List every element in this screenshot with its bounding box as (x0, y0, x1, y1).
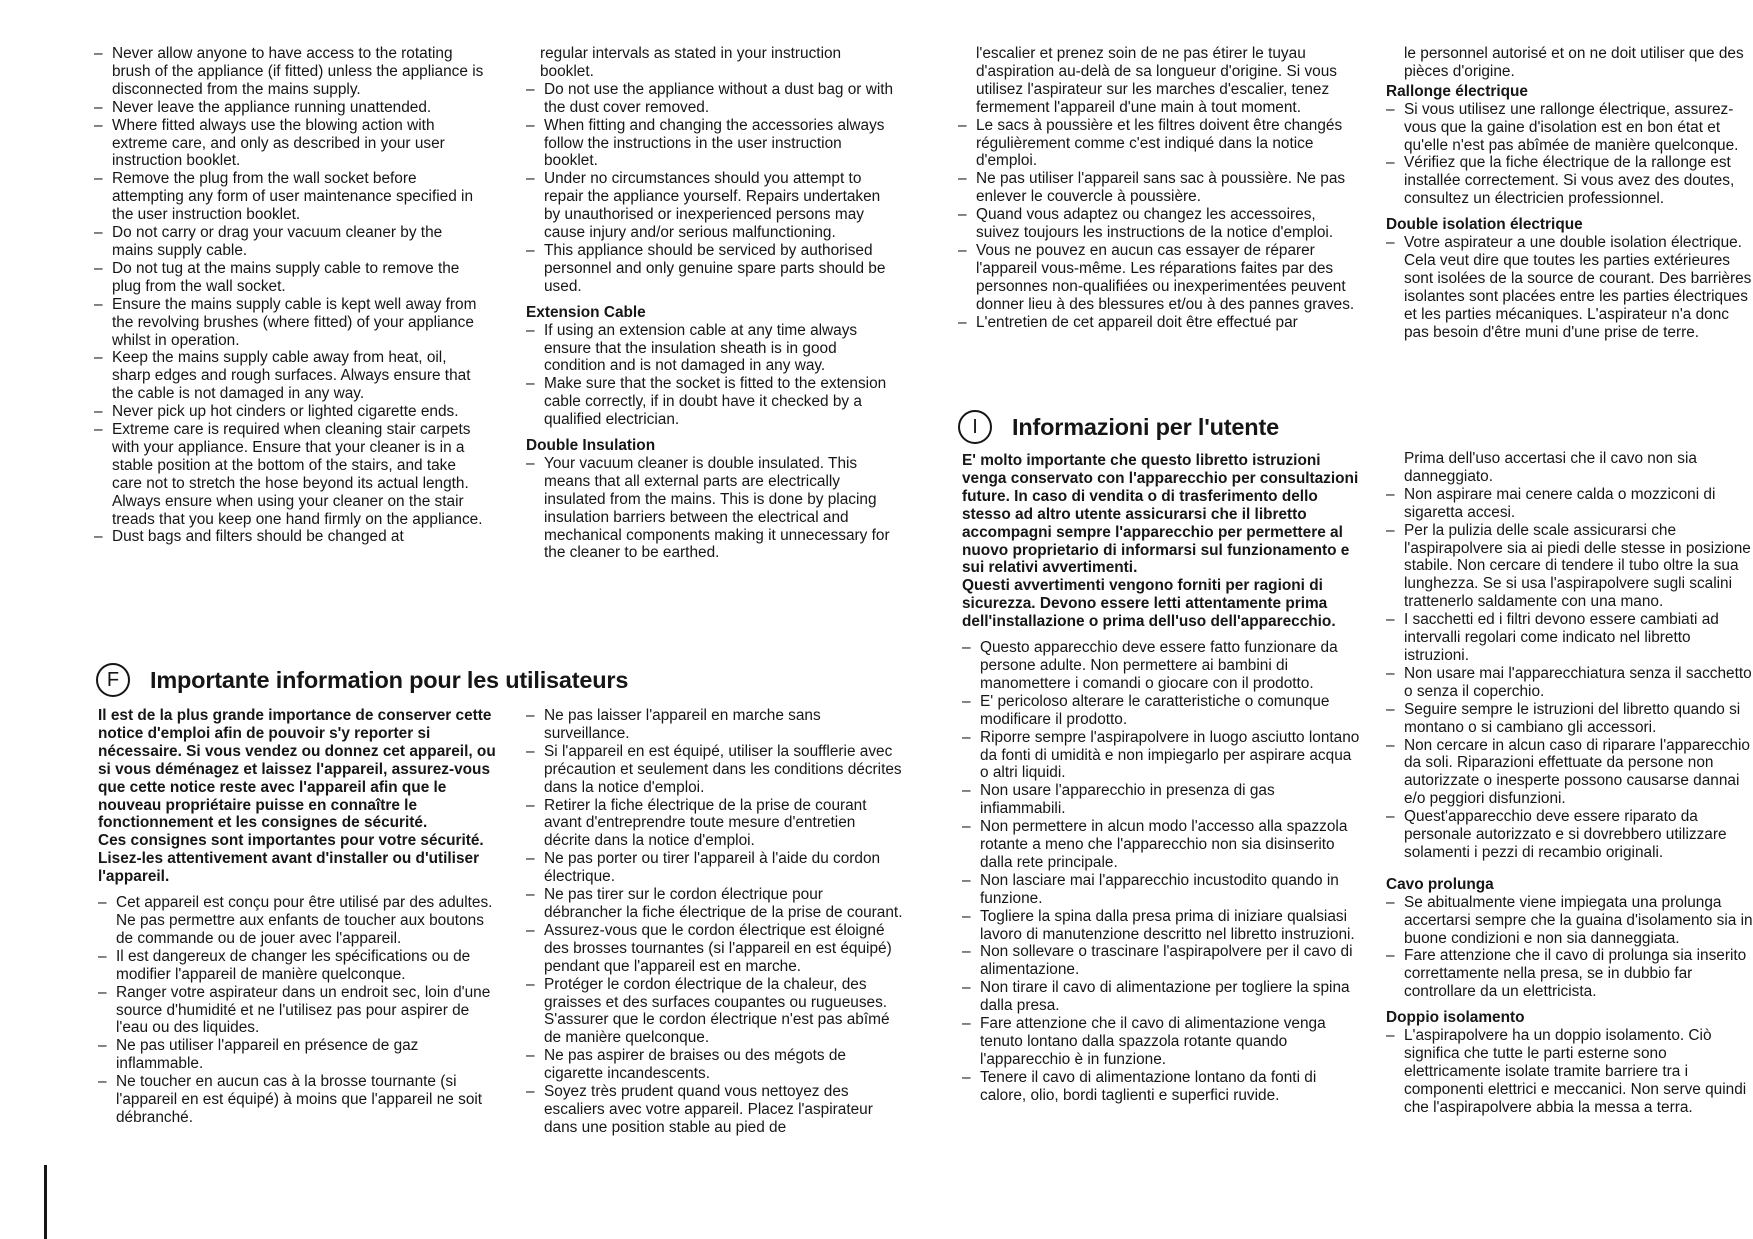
list-item: – Ne toucher en aucun cas à la brosse tournante (si l'appareil en est équipé) à moins que l'appareil ne soit débranché. (98, 1073, 496, 1127)
list-item: – Vérifiez que la fiche électrique de la rallonge est installée correctement. Si vous avez des doutes, consultez un électricien professionnel. (1386, 154, 1753, 208)
french-rallonge-list (1386, 101, 1753, 208)
list-item: – Votre aspirateur a une double isolation électrique. Cela veut dire que toutes les parties extérieures sont isolées de la source de courant. Des barrières isolantes sont placées entre les parties électriques et les parties mécaniques. L'aspirateur n'a donc pas besoin d'être muni d'une prise de terre. (1386, 234, 1753, 341)
english-double-list (526, 455, 898, 562)
list-item: – Ne pas utiliser l'appareil sans sac à poussière. Ne pas enlever le couvercle à poussière. (958, 170, 1358, 206)
list-item: – Ne pas tirer sur le cordon électrique pour débrancher la fiche électrique de la prise de courant. (526, 886, 904, 922)
italian-column-4 (1386, 450, 1753, 1117)
list-item: – Ranger votre aspirateur dans un endroit sec, loin d'une source d'humidité et ne l'utilisez pas pour aspirer de l'eau ou des liquides. (98, 984, 496, 1038)
english-safety-list-1 (94, 45, 484, 546)
list-item: – Soyez très prudent quand vous nettoyez des escaliers avec votre appareil. Placez l'aspirateur dans une position stable au pied de (526, 1083, 904, 1137)
list-item: – Seguire sempre le istruzioni del libretto quando si montano o si cambiano gli accessori. (1386, 701, 1753, 737)
italian-continuation-4: Prima dell'uso accertasi che il cavo non sia danneggiato. (1404, 450, 1697, 485)
list-item: – Questo apparecchio deve essere fatto funzionare da persone adulte. Non permettere ai bambini di manomettere i comandi o giocare con il prodotto. (962, 639, 1360, 693)
french-column-4 (1386, 45, 1753, 342)
list-item: – L'aspirapolvere ha un doppio isolamento. Ciò significa che tutte le parti esterne sono elettricamente isolate tramite barriere tra i componenti elettrici e meccanici. Non serve quindi che l'aspirapolvere abbia la messa a terra. (1386, 1027, 1753, 1117)
list-item: – Non lasciare mai l'apparecchio incustodito quando in funzione. (962, 872, 1360, 908)
page-edge-bar (44, 1165, 47, 1239)
list-item: – Si vous utilisez une rallonge électrique, assurez-vous que la gaine d'isolation est en bon état et qu'elle n'est pas abîmée de manière quelconque. (1386, 101, 1753, 155)
list-item: – When fitting and changing the accessories always follow the instructions in the user instruction booklet. (526, 117, 898, 171)
list-item: – Protéger le cordon électrique de la chaleur, des graisses et des surfaces coupantes ou rugueuses. S'assurer que le cordon électrique n'est pas abîmé de manière quelconque. (526, 976, 904, 1048)
english-column-2 (526, 45, 898, 562)
italian-safety-list-4 (1386, 486, 1753, 862)
french-safety-list-1 (98, 894, 496, 1127)
list-item: – Never pick up hot cinders or lighted cigarette ends. (94, 403, 484, 421)
italian-cavo-heading: Cavo prolunga (1386, 875, 1494, 893)
italian-doppio-list (1386, 1027, 1753, 1117)
english-double-heading: Double Insulation (526, 437, 656, 455)
french-safety-list-2 (526, 707, 904, 1137)
list-item: – Do not tug at the mains supply cable to remove the plug from the wall socket. (94, 260, 484, 296)
french-language-badge: F (96, 663, 130, 697)
list-item: – Your vacuum cleaner is double insulated. This means that all external parts are electrically insulated from the mains. This is done by placing insulation barriers between the electrical and mechanical components making it unnecessary for the cleaner to be earthed. (526, 455, 898, 562)
list-item: – Ne pas utiliser l'appareil en présence de gaz inflammable. (98, 1037, 496, 1073)
french-column-3 (958, 45, 1358, 332)
list-item: – Non tirare il cavo di alimentazione per togliere la spina dalla presa. (962, 979, 1360, 1015)
list-item: – Do not carry or drag your vacuum cleaner by the mains supply cable. (94, 224, 484, 260)
list-item: – This appliance should be serviced by authorised personnel and only genuine spare parts should be used. (526, 242, 898, 296)
italian-cavo-list (1386, 894, 1753, 1001)
french-continuation-4: le personnel autorisé et on ne doit utiliser que des pièces d'origine. (1404, 45, 1744, 80)
list-item: – Make sure that the socket is fitted to the extension cable correctly, if in doubt have it checked by a qualified electrician. (526, 375, 898, 429)
italian-section-title: Informazioni per l'utente (1012, 413, 1279, 440)
list-item: – Per la pulizia delle scale assicurarsi che l'aspirapolvere sia ai piedi delle stesse in posizione stabile. Non cercare di tendere il tubo oltre la sua lunghezza. Se si usa l'aspirapolvere sugli scalini trattenerlo saldamente con una mano. (1386, 522, 1753, 612)
list-item: – Non cercare in alcun caso di riparare l'apparecchio da soli. Riparazioni effettuate da persone non autorizzate o inesperte possono causarse dannai e/o peggiori disfunzioni. (1386, 737, 1753, 809)
list-item: – L'entretien de cet appareil doit être effectué par (958, 314, 1358, 332)
list-item: – Quand vous adaptez ou changez les accessoires, suivez toujours les instructions de la notice d'emploi. (958, 206, 1358, 242)
list-item: – Non sollevare o trascinare l'aspirapolvere per il cavo di alimentazione. (962, 943, 1360, 979)
french-section-title: Importante information pour les utilisateurs (150, 666, 629, 693)
list-item: – Dust bags and filters should be changed at (94, 528, 484, 546)
list-item: – Il est dangereux de changer les spécifications ou de modifier l'appareil de manière quelconque. (98, 948, 496, 984)
italian-language-badge: I (958, 410, 992, 444)
list-item: – Retirer la fiche électrique de la prise de courant avant d'entreprendre toute mesure d'entretien décrite dans la notice d'emploi. (526, 797, 904, 851)
list-item: – Non usare mai l'apparecchiatura senza il sacchetto o senza il coperchio. (1386, 665, 1753, 701)
list-item: – Ne pas porter ou tirer l'appareil à l'aide du cordon électrique. (526, 850, 904, 886)
list-item: – I sacchetti ed i filtri devono essere cambiati ad intervalli regolari come indicato nel libretto istruzioni. (1386, 611, 1753, 665)
french-section-header (96, 663, 628, 697)
list-item: – Fare attenzione che il cavo di prolunga sia inserito correttamente nella presa, se in dubbio far controllare da un elettricista. (1386, 947, 1753, 1001)
list-item: – Togliere la spina dalla presa prima di iniziare qualsiasi lavoro di manutenzione descritto nel libretto instruzioni. (962, 908, 1360, 944)
list-item: – Do not use the appliance without a dust bag or with the dust cover removed. (526, 81, 898, 117)
french-column-2 (526, 707, 904, 1137)
list-item: – Le sacs à poussière et les filtres doivent être changés régulièrement comme c'est indiqué dans la notice d'emploi. (958, 117, 1358, 171)
italian-doppio-heading: Doppio isolamento (1386, 1009, 1525, 1027)
list-item: – Never allow anyone to have access to the rotating brush of the appliance (if fitted) unless the appliance is disconnected from the mains supply. (94, 45, 484, 99)
list-item: – Vous ne pouvez en aucun cas essayer de réparer l'appareil vous-même. Les réparations faites par des personnes non-qualifiées ou inexperimentées peuvent donner lieu à des blessures et/ou à des pannes graves. (958, 242, 1358, 314)
english-safety-list-2 (526, 81, 898, 296)
italian-column-3 (962, 452, 1360, 1105)
italian-safety-list-3 (962, 639, 1360, 1105)
french-rallonge-heading: Rallonge électrique (1386, 82, 1528, 100)
french-double-list (1386, 234, 1753, 341)
italian-section-header (958, 410, 1279, 444)
list-item: – Never leave the appliance running unattended. (94, 99, 484, 117)
english-extension-heading: Extension Cable (526, 303, 646, 321)
list-item: – Assurez-vous que le cordon électrique est éloigné des brosses tournantes (si l'appareil en est équipé) pendant que l'appareil est en marche. (526, 922, 904, 976)
french-column-1 (98, 707, 496, 1127)
list-item: – Si l'appareil en est équipé, utiliser la soufflerie avec précaution et seulement dans les conditions décrites dans la notice d'emploi. (526, 743, 904, 797)
list-item: – Fare attenzione che il cavo di alimentazione venga tenuto lontano dalla spazzola rotante quando l'apparecchio è in funzione. (962, 1015, 1360, 1069)
english-extension-list (526, 322, 898, 429)
french-continuation-3: l'escalier et prenez soin de ne pas étirer le tuyau d'aspiration au-delà de sa longueur d'origine. Si vous utilisez l'aspirateur sur les marches d'escalier, tenez fermement l'appareil d'une main à tout moment. (976, 45, 1337, 116)
french-safety-list-3 (958, 117, 1358, 332)
list-item: – Ensure the mains supply cable is kept well away from the revolving brushes (where fitted) of your appliance whilst in operation. (94, 296, 484, 350)
french-intro-1: Il est de la plus grande importance de conserver cette notice d'emploi afin de pouvoir s'y reporter si nécessaire. Si vous vendez ou donnez cet appareil, ou si vous déménagez et laissez l'appareil, assurez-vous que cette notice reste avec l'appareil afin que le nouveau propriétaire puisse en connaître le fonctionnement et les consignes de sécurité. (98, 707, 496, 832)
french-intro-2: Ces consignes sont importantes pour votre sécurité. Lisez-les attentivement avant d'installer ou d'utiliser l'appareil. (98, 832, 484, 886)
list-item: – Riporre sempre l'aspirapolvere in luogo asciutto lontano da fonti di umidità e non impiegarlo per aspirare acqua o altri liquidi. (962, 729, 1360, 783)
list-item: – Non usare l'apparecchio in presenza di gas infiammabili. (962, 782, 1360, 818)
list-item: – Where fitted always use the blowing action with extreme care, and only as described in your user instruction booklet. (94, 117, 484, 171)
list-item: – Ne pas aspirer de braises ou des mégots de cigarette incandescents. (526, 1047, 904, 1083)
italian-intro-1: E' molto importante che questo libretto istruzioni venga conservato con l'apparecchio per consultazioni future. In caso di vendita o di trasferimento dello stesso ad altro utente assicurarsi che il libretto accompagni sempre l'apparecchio per permettere al nuovo proprietario di informarsi sul funzionamento e sui relativi avvertimenti. (962, 452, 1359, 577)
english-continuation: regular intervals as stated in your instruction booklet. (540, 45, 842, 80)
list-item: – If using an extension cable at any time always ensure that the insulation sheath is in good condition and is not damaged in any way. (526, 322, 898, 376)
list-item: – Se abitualmente viene impiegata una prolunga accertarsi sempre che la guaina d'isolamento sia in buone condizioni e non sia danneggiata. (1386, 894, 1753, 948)
list-item: – Keep the mains supply cable away from heat, oil, sharp edges and rough surfaces. Always ensure that the cable is not damaged in any way. (94, 349, 484, 403)
list-item: – Non aspirare mai cenere calda o mozziconi di sigaretta accesi. (1386, 486, 1753, 522)
list-item: – Tenere il cavo di alimentazione lontano da fonti di calore, olio, bordi taglienti e superfici ruvide. (962, 1069, 1360, 1105)
list-item: – Non permettere in alcun modo l'accesso alla spazzola rotante a meno che l'apparecchio non sia disinserito dalla rete principale. (962, 818, 1360, 872)
list-item: – Under no circumstances should you attempt to repair the appliance yourself. Repairs undertaken by unauthorised or inexperienced persons may cause injury and/or serious malfunctioning. (526, 170, 898, 242)
italian-intro-2: Questi avvertimenti vengono forniti per ragioni di sicurezza. Devono essere letti attentamente prima dell'installazione o prima dell'uso dell'apparecchio. (962, 577, 1336, 631)
french-double-heading: Double isolation électrique (1386, 216, 1583, 234)
list-item: – Quest'apparecchio deve essere riparato da personale autorizzato e si dovrebbero utilizzare solamenti i pezzi di recambio originali. (1386, 808, 1753, 862)
list-item: – Cet appareil est conçu pour être utilisé par des adultes. Ne pas permettre aux enfants de toucher aux boutons de commande ou de jouer avec l'appareil. (98, 894, 496, 948)
list-item: – E' pericoloso alterare le caratteristiche o comunque modificare il prodotto. (962, 693, 1360, 729)
list-item: – Ne pas laisser l'appareil en marche sans surveillance. (526, 707, 904, 743)
list-item: – Remove the plug from the wall socket before attempting any form of user maintenance specified in the user instruction booklet. (94, 170, 484, 224)
list-item: – Extreme care is required when cleaning stair carpets with your appliance. Ensure that your cleaner is in a stable position at the bottom of the stairs, and take care not to stretch the hose beyond its actual length. Always ensure when using your cleaner on the stair treads that you keep one hand firmly on the appliance. (94, 421, 484, 528)
english-column-1 (94, 45, 484, 546)
